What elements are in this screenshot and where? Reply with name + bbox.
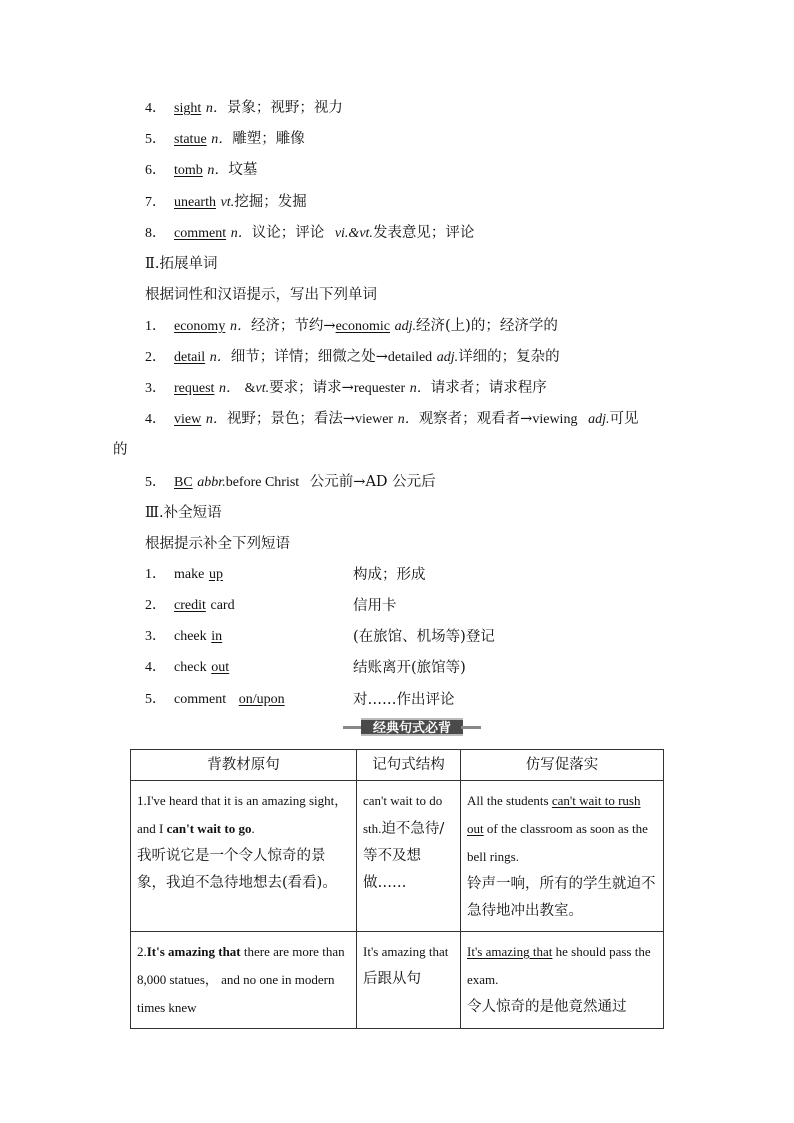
phrase-meaning: 构成；形成	[353, 567, 426, 583]
banner-decoration	[343, 726, 363, 729]
phrase-meaning: 对……作出评论	[353, 692, 455, 708]
table-cell: It's amazing that he should pass the exam. 令人惊奇的是他竟然通过	[461, 932, 664, 1029]
phrase-item: 2． credit card	[145, 598, 235, 613]
table-header: 记句式结构	[357, 750, 461, 781]
extend-item: 4． view n．视野；景色；看法→viewer n．观察者；观看者→viewing adj.可见	[145, 411, 639, 427]
table-header-row	[131, 750, 664, 781]
extend-item: 5． BC abbr.before Christ 公元前→AD 公元后	[145, 474, 436, 490]
section-title: Ⅱ.拓展单词	[145, 256, 218, 272]
phrase-item: 4． check out	[145, 660, 230, 675]
phrase-meaning: (在旅馆、机场等)登记	[353, 629, 495, 645]
table-header: 仿写促落实	[461, 750, 664, 781]
word-item: 6． tomb n．坟墓	[145, 162, 258, 178]
phrase-meaning: 结账离开(旅馆等)	[353, 660, 466, 676]
answer-word: comment	[174, 226, 227, 241]
word-item: 4． sight n．景象；视野；视力	[145, 100, 343, 116]
wrap-text: 的	[113, 442, 128, 458]
table-cell: can't wait to do sth.迫不急待/等不及想做……	[357, 781, 461, 932]
word-item: 7． unearth vt.挖掘；发掘	[145, 194, 307, 210]
sentence-table	[130, 749, 664, 1029]
table-row	[131, 781, 664, 932]
extend-item: 1． economy n．经济；节约→economic adj.经济(上)的；经济学的	[145, 318, 558, 334]
phrase-item: 3． cheek in	[145, 629, 223, 644]
answer-word: tomb	[174, 163, 203, 178]
table-cell: All the students can't wait to rush out of the classroom as soon as the bell rings. 铃声一响，所有的学生就迫不急待地冲出教室。	[461, 781, 664, 932]
table-cell: 1.I've heard that it is an amazing sight，and I can't wait to go. 我听说它是一个令人惊奇的景象，我迫不急待地想去(看看)。	[131, 781, 357, 932]
section-instruction: 根据提示补全下列短语	[145, 536, 290, 552]
phrase-item: 1． make up	[145, 567, 223, 582]
table-cell: 2.It's amazing that there are more than 8,000 statues， and no one in modern times knew	[131, 932, 357, 1029]
section-banner	[343, 718, 481, 736]
table-header: 背教材原句	[131, 750, 357, 781]
table-row	[131, 932, 664, 1029]
banner-title: 经典句式必背	[361, 718, 463, 736]
banner-decoration	[461, 726, 481, 729]
section-title: Ⅲ.补全短语	[145, 505, 222, 521]
extend-item: 2． detail n．细节；详情；细微之处→detailed adj.详细的；复杂的	[145, 349, 560, 365]
answer-word: sight	[174, 101, 202, 116]
table-cell: It's amazing that 后跟从句	[357, 932, 461, 1029]
section-instruction: 根据词性和汉语提示，写出下列单词	[145, 287, 377, 303]
word-item: 8． comment n．议论；评论 vi.&vt.发表意见；评论	[145, 225, 475, 241]
extend-item: 3． request n． &vt.要求；请求→requester n．请求者；请求程序	[145, 380, 547, 396]
answer-word: unearth	[174, 195, 216, 210]
phrase-meaning: 信用卡	[353, 598, 397, 614]
phrase-item: 5． comment on/upon	[145, 692, 285, 707]
answer-word: statue	[174, 132, 207, 147]
word-item: 5． statue n．雕塑；雕像	[145, 131, 305, 147]
